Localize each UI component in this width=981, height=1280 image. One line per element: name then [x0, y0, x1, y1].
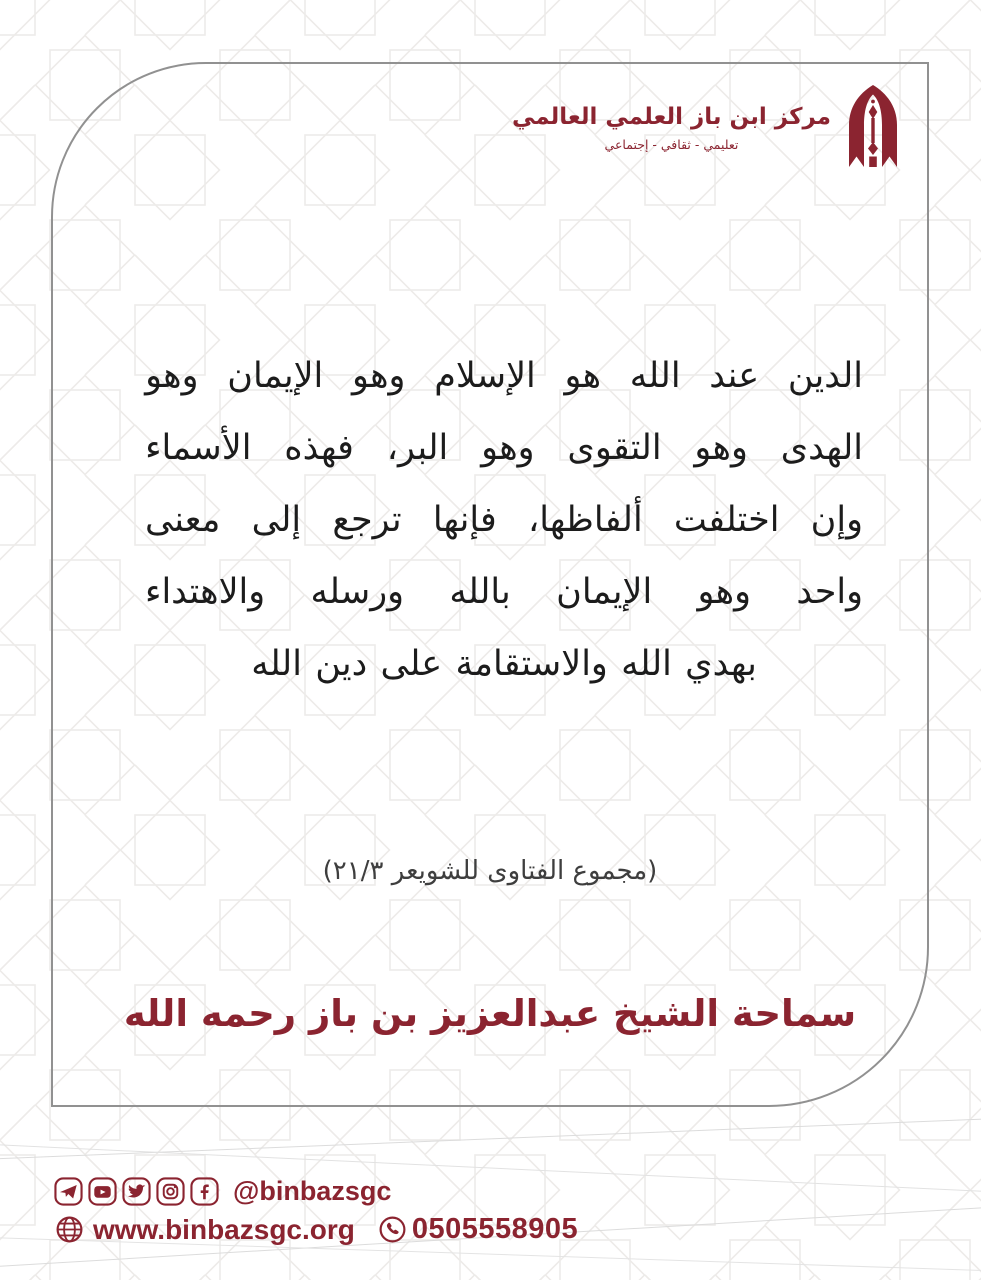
- youtube-icon[interactable]: [88, 1177, 117, 1206]
- telegram-icon[interactable]: [54, 1177, 83, 1206]
- logo-tagline: تعليمي - ثقافي - إجتماعي: [604, 137, 739, 152]
- source-citation: (مجموع الفتاوى للشويعر ٢١/٣): [322, 856, 658, 886]
- facebook-icon[interactable]: [190, 1177, 219, 1206]
- website-url[interactable]: www.binbazsgc.org: [93, 1213, 355, 1245]
- phone-number[interactable]: 0505558905: [411, 1213, 579, 1245]
- globe-icon: [54, 1214, 85, 1245]
- quote-line-4: واحد وهو الإيمان بالله ورسله والاهتداء: [145, 572, 863, 612]
- footer-contact-bar: [54, 1176, 578, 1246]
- quote-text-block: [145, 340, 863, 700]
- logo-calligraphy-text: مركز ابن باز العلمي العالمي: [511, 104, 831, 130]
- quote-line-5: بهدي الله والاستقامة على دين الله: [251, 644, 757, 684]
- quote-line-2: الهدى وهو التقوى وهو البر، فهذه الأسماء: [145, 428, 863, 468]
- social-handle[interactable]: @binbazsgc: [233, 1176, 392, 1206]
- twitter-icon[interactable]: [122, 1177, 151, 1206]
- center-logo: [512, 84, 903, 172]
- mihrab-arch-icon: [843, 84, 903, 172]
- sheikh-signature-calligraphy: سماحة الشيخ عبدالعزيز بن باز رحمه الله: [123, 992, 857, 1035]
- whatsapp-icon: [377, 1214, 408, 1245]
- quote-line-3: وإن اختلفت ألفاظها، فإنها ترجع إلى معنى: [145, 500, 863, 540]
- instagram-icon[interactable]: [156, 1177, 185, 1206]
- quote-line-1: الدين عند الله هو الإسلام وهو الإيمان وهو: [145, 356, 863, 396]
- quote-card: [51, 62, 929, 1107]
